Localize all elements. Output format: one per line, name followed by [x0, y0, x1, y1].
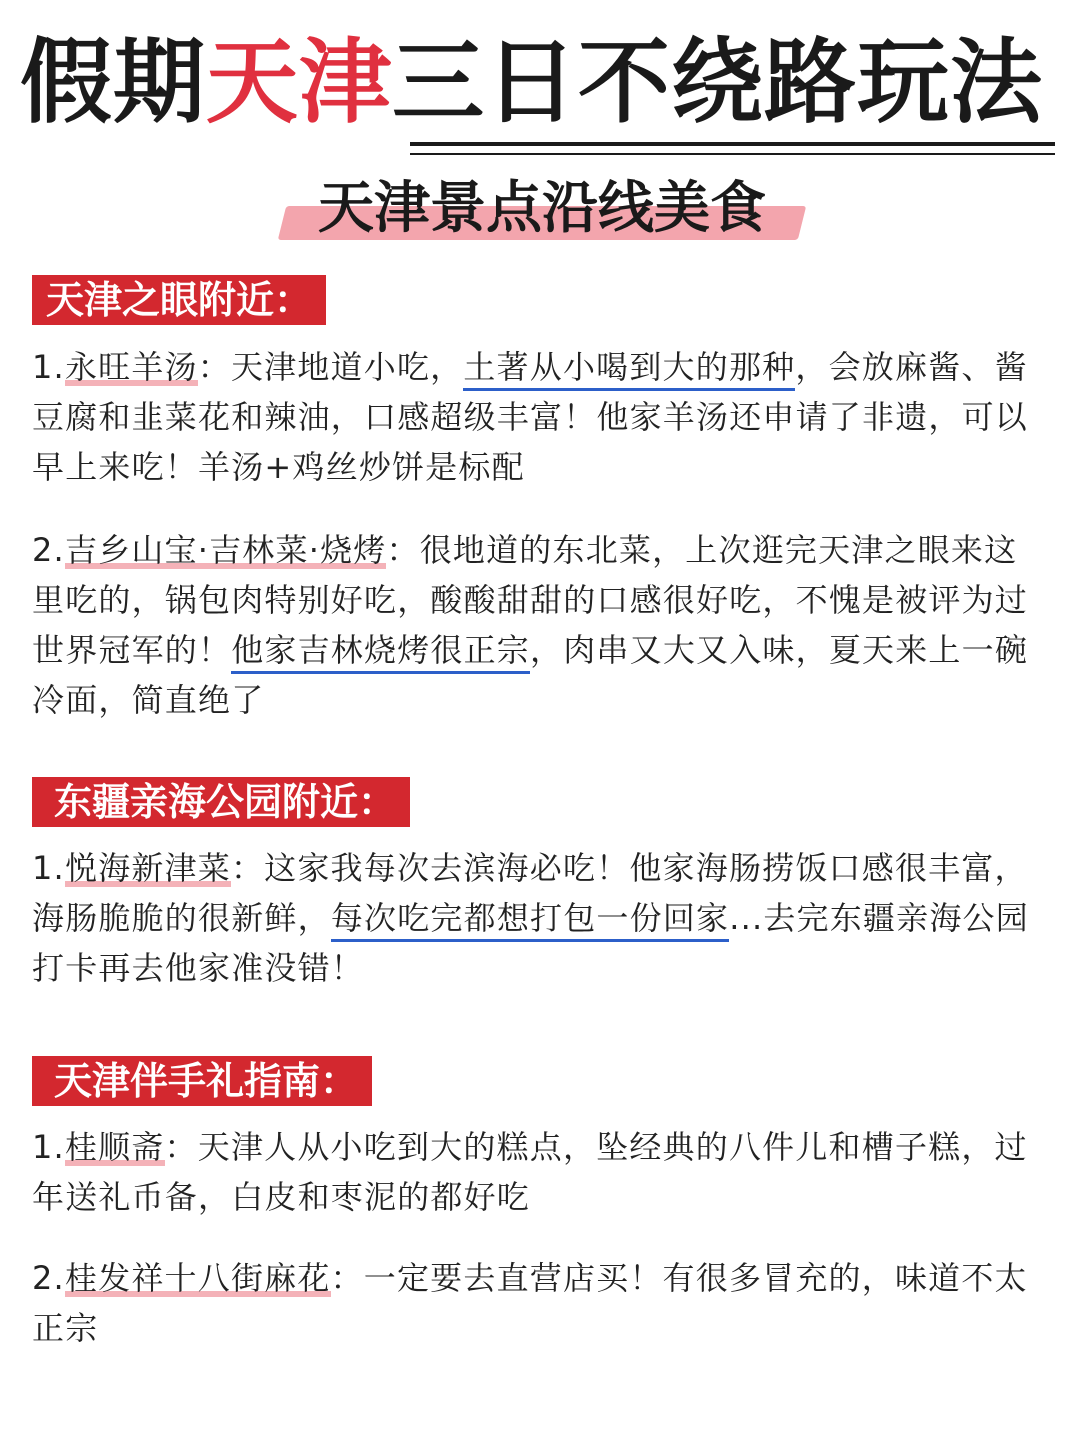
- subtitle-block: [282, 172, 802, 246]
- list-item: [32, 843, 1032, 993]
- item-text: 天津地道小吃，: [230, 348, 464, 386]
- list-item: [32, 1253, 1032, 1353]
- title-underline-thin: [410, 153, 1055, 155]
- item-text: 这家我每次去滨海必吃！他家海肠捞饭口感很丰富，海肠脆脆的很新鲜，: [32, 849, 1028, 937]
- highlighted-text: 土著从小喝到大的那种: [463, 348, 795, 391]
- item-text: 一定要去直营店买！有很多冒充的，味道不太正宗: [32, 1259, 1028, 1347]
- subtitle: 天津景点沿线美食: [318, 176, 766, 241]
- title-accent: 天津: [206, 29, 393, 136]
- item-text: 天津人从小吃到大的糕点，坠经典的八件儿和槽子糕，过年送礼币备，白皮和枣泥的都好吃: [32, 1128, 1028, 1216]
- item-text-continued: ...去完东疆亲海公园打卡再去他家准没错！: [32, 899, 1029, 987]
- name-separator: ：: [330, 1259, 364, 1297]
- section-heading-souvenirs: 天津伴手礼指南：: [32, 1056, 372, 1106]
- item-number: 2.: [32, 531, 65, 569]
- restaurant-name: 永旺羊汤: [64, 348, 198, 386]
- restaurant-name: 悦海新津菜: [64, 849, 231, 887]
- name-separator: ：: [230, 849, 265, 887]
- restaurant-name: 吉乡山宝·吉林菜·烧烤: [64, 531, 387, 569]
- shop-name: 桂发祥十八街麻花: [64, 1259, 331, 1297]
- item-text: 很地道的东北菜，上次逛完天津之眼来这里吃的，锅包肉特别好吃，酸酸甜甜的口感很好吃，不愧是被评为过世界冠军的！: [32, 531, 1029, 669]
- title-part-2: 三日不绕路玩法: [392, 29, 1044, 136]
- name-separator: ：: [386, 531, 420, 569]
- title-part-1: 假期: [20, 29, 207, 136]
- highlighted-text: 每次吃完都想打包一份回家: [331, 899, 729, 942]
- item-number: 1.: [32, 849, 65, 887]
- item-number: 1.: [32, 1128, 65, 1166]
- item-text-continued: ，肉串又大又入味，夏天来上一碗冷面，简直绝了: [32, 631, 1029, 719]
- item-number: 2.: [32, 1259, 65, 1297]
- highlighted-text: 他家吉林烧烤很正宗: [231, 631, 530, 674]
- name-separator: ：: [197, 348, 231, 386]
- name-separator: ：: [164, 1128, 198, 1166]
- list-item: [32, 1122, 1032, 1222]
- list-item: [32, 525, 1032, 725]
- section-heading-tianjin-eye: 天津之眼附近：: [32, 275, 326, 325]
- shop-name: 桂顺斋: [64, 1128, 165, 1166]
- item-number: 1.: [32, 348, 65, 386]
- page-title: [20, 28, 1065, 138]
- title-underline-thick: [410, 142, 1055, 146]
- list-item: [32, 342, 1032, 492]
- section-heading-dongjiang-park: 东疆亲海公园附近：: [32, 777, 410, 827]
- item-text-continued: ，会放麻酱、酱豆腐和韭菜花和辣油，口感超级丰富！他家羊汤还申请了非遗，可以早上来吃！羊汤+鸡丝炒饼是标配: [32, 348, 1029, 486]
